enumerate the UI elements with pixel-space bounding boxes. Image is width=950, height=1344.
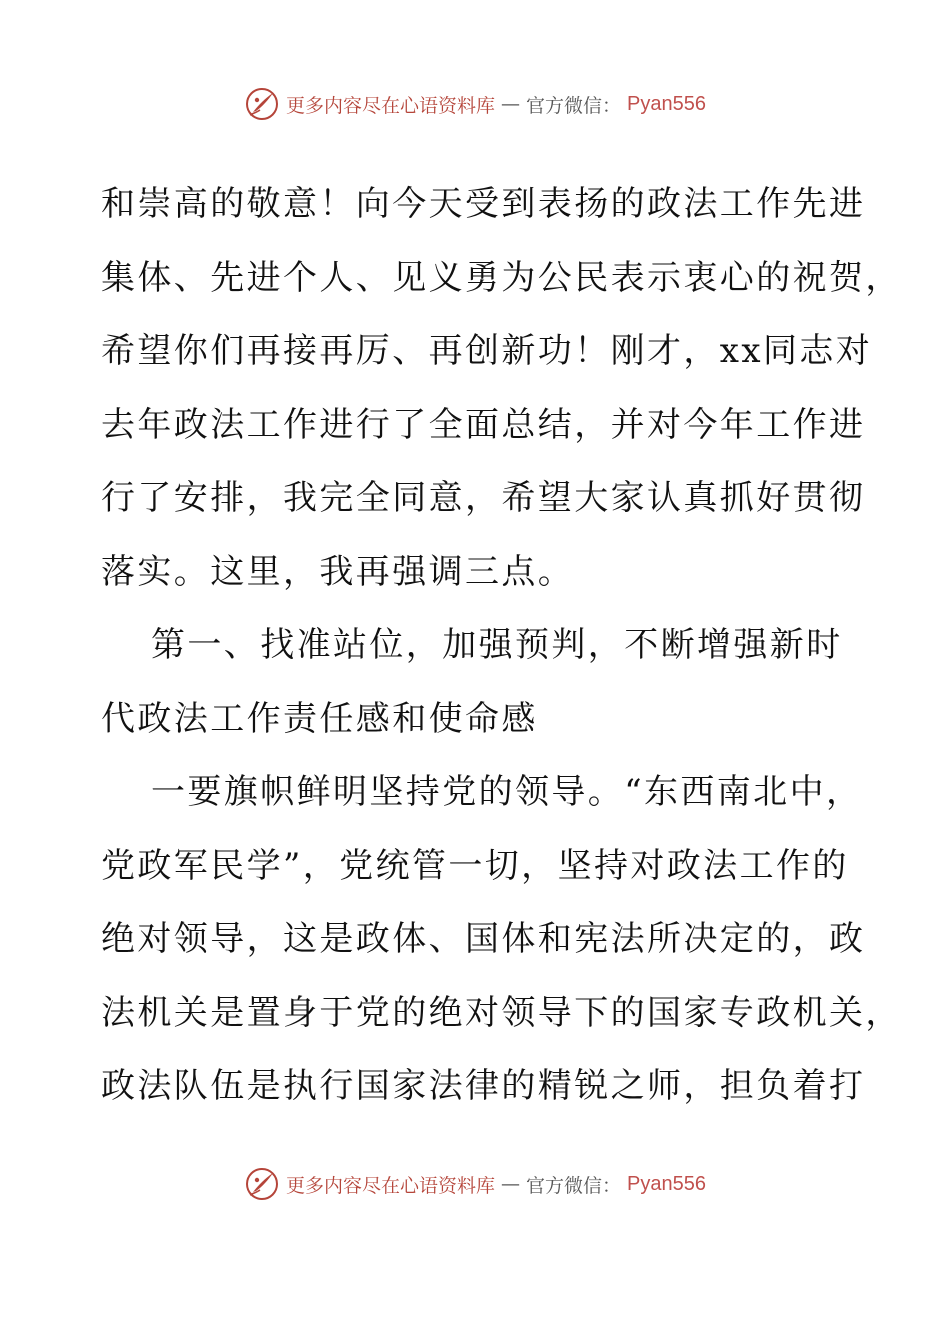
text-line: 行了安排，我完全同意，希望大家认真抓好贯彻 — [101, 478, 866, 518]
text-line: 去年政法工作进行了全面总结，并对今年工作进 — [101, 404, 866, 445]
watermark-wechat-id: Pyan556 — [627, 1172, 706, 1195]
document-body — [101, 168, 902, 1124]
text-line: 政法队伍是执行国家法律的精锐之师，担负着打 — [101, 1066, 866, 1106]
watermark-wechat-label: 官方微信： — [526, 1174, 622, 1197]
footer-watermark — [0, 1164, 950, 1204]
text-line: 落实。这里，我再强调三点。 — [101, 551, 575, 592]
watermark-wechat-id: Pyan556 — [627, 92, 706, 115]
text-line: 法机关是置身于党的绝对领导下的国家专政机关， — [101, 992, 902, 1033]
heading-line: 代政法工作责任感和使命感 — [101, 698, 538, 739]
paragraph-intro — [101, 168, 902, 609]
watermark-dash: — — [501, 93, 521, 115]
text-line: 希望你们再接再厉、再创新功！刚才，xx同志对 — [101, 331, 873, 371]
header-watermark — [0, 84, 950, 124]
watermark-wechat-label: 官方微信： — [526, 94, 622, 117]
text-line: 集体、先进个人、见义勇为公民表示衷心的祝贺， — [101, 257, 902, 298]
text-line: 党政军民学”，党统管一切，坚持对政法工作的 — [101, 845, 849, 886]
paragraph-party-leadership — [101, 756, 902, 1124]
watermark-brand-text: 更多内容尽在心语资料库 — [286, 94, 496, 117]
watermark-brand-text: 更多内容尽在心语资料库 — [286, 1174, 496, 1197]
text-line: 一要旗帜鲜明坚持党的领导。“东西南北中， — [151, 772, 863, 812]
heading-line: 第一、找准站位，加强预判，不断增强新时 — [151, 625, 843, 665]
watermark-dash: — — [501, 1173, 521, 1195]
text-line: 和崇高的敬意！向今天受到表扬的政法工作先进 — [101, 184, 866, 224]
quill-pen-logo-icon — [244, 86, 280, 122]
section-heading — [101, 609, 861, 756]
quill-pen-logo-icon — [244, 1166, 280, 1202]
text-line: 绝对领导，这是政体、国体和宪法所决定的，政 — [101, 919, 866, 959]
